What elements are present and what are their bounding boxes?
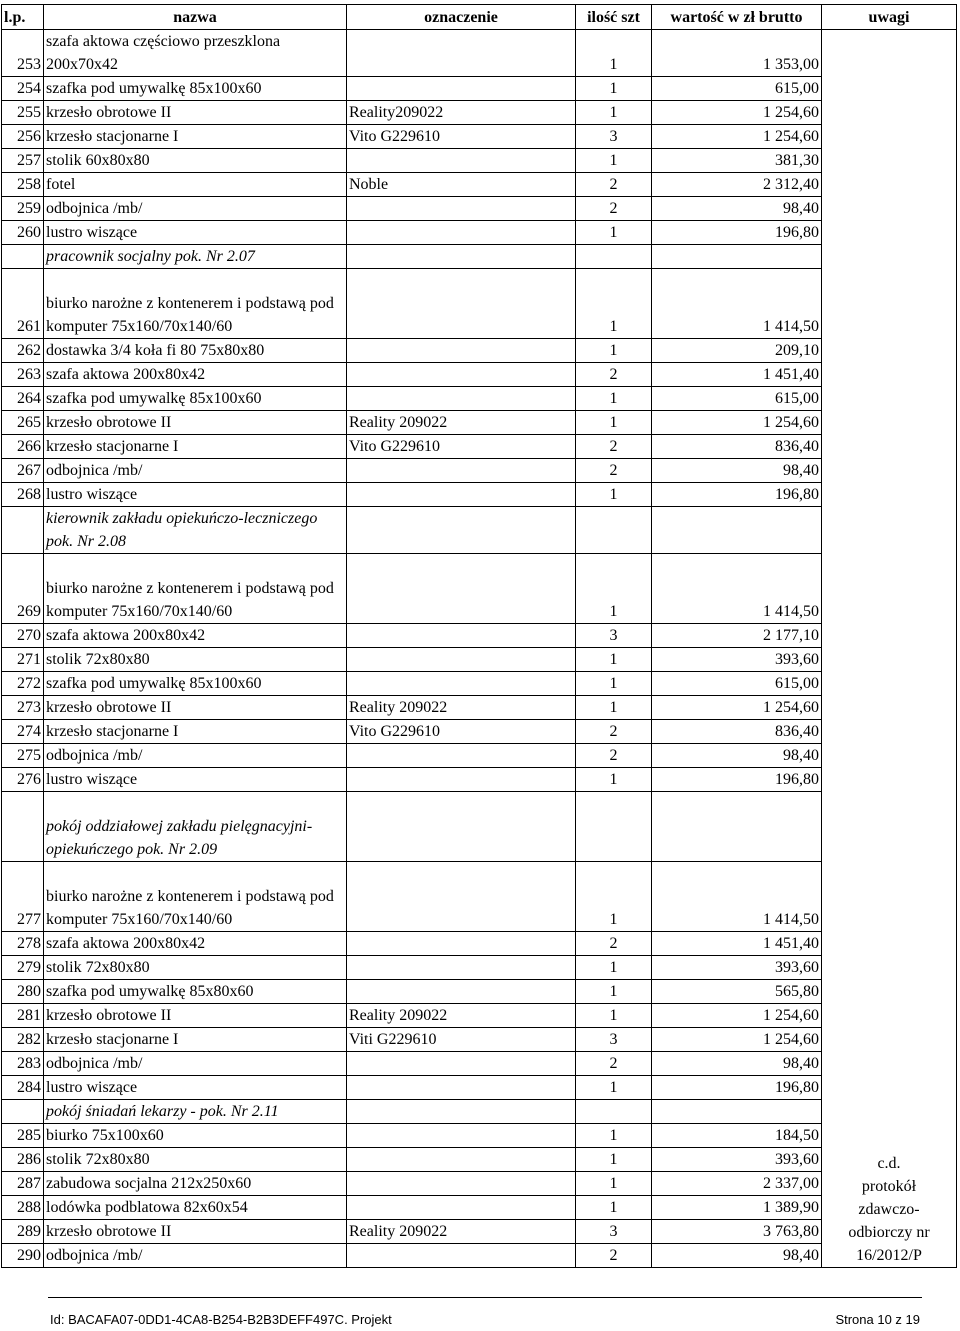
cell-qty: 2 [576, 1052, 652, 1076]
cell-value: 3 763,80 [652, 1220, 822, 1244]
table-row [2, 980, 957, 1004]
cell-qty: 1 [576, 269, 652, 339]
cell-qty: 1 [576, 411, 652, 435]
cell-value: 615,00 [652, 387, 822, 411]
cell-name: krzesło stacjonarne I [44, 1028, 347, 1052]
cell-name: lustro wiszące [44, 1076, 347, 1100]
table-row [2, 269, 957, 339]
cell-value: 393,60 [652, 1148, 822, 1172]
cell-lp [2, 245, 44, 269]
table-row [2, 483, 957, 507]
section-row [2, 1100, 957, 1124]
cell-designation [347, 507, 576, 554]
cell-designation [347, 363, 576, 387]
cell-lp: 279 [2, 956, 44, 980]
cell-lp [2, 1100, 44, 1124]
cell-name: krzesło stacjonarne I [44, 125, 347, 149]
cell-name: stolik 72x80x80 [44, 648, 347, 672]
table-row [2, 459, 957, 483]
cell-lp: 270 [2, 624, 44, 648]
cell-value: 98,40 [652, 1052, 822, 1076]
cell-value: 196,80 [652, 221, 822, 245]
table-row [2, 1172, 957, 1196]
cell-lp [2, 507, 44, 554]
cell-lp: 282 [2, 1028, 44, 1052]
cell-qty: 1 [576, 980, 652, 1004]
cell-qty [576, 245, 652, 269]
cell-name: stolik 72x80x80 [44, 1148, 347, 1172]
cell-name: lustro wiszące [44, 483, 347, 507]
cell-value: 1 414,50 [652, 269, 822, 339]
cell-value: 836,40 [652, 435, 822, 459]
cell-value: 98,40 [652, 1244, 822, 1268]
table-header [2, 5, 957, 30]
cell-value: 1 254,60 [652, 1028, 822, 1052]
table-row [2, 1124, 957, 1148]
cell-value: 393,60 [652, 648, 822, 672]
cell-lp: 277 [2, 862, 44, 932]
cell-value: 836,40 [652, 720, 822, 744]
cell-designation [347, 30, 576, 77]
cell-value: 1 254,60 [652, 696, 822, 720]
table-row [2, 30, 957, 77]
cell-lp: 264 [2, 387, 44, 411]
notes-cell [822, 30, 957, 1268]
table-row [2, 648, 957, 672]
table-row [2, 149, 957, 173]
table-row [2, 1076, 957, 1100]
cell-designation [347, 648, 576, 672]
cell-name: dostawka 3/4 koła fi 80 75x80x80 [44, 339, 347, 363]
cell-lp: 287 [2, 1172, 44, 1196]
cell-value: 184,50 [652, 1124, 822, 1148]
cell-value: 615,00 [652, 77, 822, 101]
cell-qty: 3 [576, 1220, 652, 1244]
section-title: pokój oddziałowej zakładu pielęgnacyjni-opiekuńczego pok. Nr 2.09 [44, 792, 347, 862]
table-row [2, 744, 957, 768]
cell-value: 1 414,50 [652, 554, 822, 624]
notes-line: c.d. [877, 1155, 901, 1172]
notes-line: zdawczo- [858, 1201, 920, 1218]
cell-designation [347, 1100, 576, 1124]
cell-name: szafka pod umywalkę 85x100x60 [44, 387, 347, 411]
cell-value: 381,30 [652, 149, 822, 173]
cell-name: odbojnica /mb/ [44, 1052, 347, 1076]
cell-value [652, 1100, 822, 1124]
cell-designation: Vito G229610 [347, 435, 576, 459]
cell-qty: 1 [576, 1124, 652, 1148]
cell-designation [347, 1124, 576, 1148]
footer-page-number: Strona 10 z 19 [835, 1312, 920, 1327]
cell-name: krzesło obrotowe II [44, 1220, 347, 1244]
cell-designation [347, 1196, 576, 1220]
cell-designation [347, 932, 576, 956]
table-row [2, 173, 957, 197]
notes-line: odbiorczy nr [848, 1224, 930, 1241]
cell-value: 1 254,60 [652, 101, 822, 125]
cell-name: szafa aktowa 200x80x42 [44, 932, 347, 956]
cell-value: 1 254,60 [652, 411, 822, 435]
cell-value: 196,80 [652, 483, 822, 507]
table-row [2, 101, 957, 125]
table-row [2, 720, 957, 744]
cell-lp: 260 [2, 221, 44, 245]
cell-name: szafa aktowa 200x80x42 [44, 624, 347, 648]
table-row [2, 363, 957, 387]
cell-value [652, 792, 822, 862]
cell-qty [576, 1100, 652, 1124]
cell-value: 1 451,40 [652, 932, 822, 956]
cell-designation [347, 1244, 576, 1268]
table-body [2, 30, 957, 1268]
cell-designation [347, 459, 576, 483]
cell-name: zabudowa socjalna 212x250x60 [44, 1172, 347, 1196]
cell-value: 615,00 [652, 672, 822, 696]
cell-value: 2 177,10 [652, 624, 822, 648]
cell-designation [347, 387, 576, 411]
cell-qty: 1 [576, 30, 652, 77]
cell-value: 1 254,60 [652, 1004, 822, 1028]
cell-value: 209,10 [652, 339, 822, 363]
table-row [2, 932, 957, 956]
cell-name: krzesło obrotowe II [44, 101, 347, 125]
cell-designation [347, 672, 576, 696]
cell-name: lustro wiszące [44, 221, 347, 245]
cell-lp: 254 [2, 77, 44, 101]
cell-lp: 253 [2, 30, 44, 77]
cell-value: 1 414,50 [652, 862, 822, 932]
header-notes: uwagi [822, 5, 957, 30]
cell-qty: 2 [576, 363, 652, 387]
cell-name: szafka pod umywalkę 85x80x60 [44, 980, 347, 1004]
cell-designation: Reality 209022 [347, 411, 576, 435]
cell-designation [347, 1172, 576, 1196]
cell-qty: 1 [576, 672, 652, 696]
cell-qty: 1 [576, 221, 652, 245]
cell-designation [347, 245, 576, 269]
cell-designation [347, 768, 576, 792]
cell-name: szafa aktowa częściowo przeszklona 200x70x42 [44, 30, 347, 77]
cell-qty: 1 [576, 77, 652, 101]
cell-value: 393,60 [652, 956, 822, 980]
cell-designation [347, 862, 576, 932]
page-footer [48, 1297, 922, 1327]
cell-qty: 3 [576, 1028, 652, 1052]
cell-designation: Reality 209022 [347, 1220, 576, 1244]
cell-qty: 1 [576, 554, 652, 624]
cell-value [652, 507, 822, 554]
cell-qty: 1 [576, 387, 652, 411]
cell-value: 565,80 [652, 980, 822, 1004]
cell-designation [347, 269, 576, 339]
cell-qty: 1 [576, 768, 652, 792]
cell-lp: 266 [2, 435, 44, 459]
cell-designation [347, 744, 576, 768]
cell-qty: 2 [576, 744, 652, 768]
cell-name: krzesło obrotowe II [44, 411, 347, 435]
cell-designation [347, 483, 576, 507]
cell-value: 1 353,00 [652, 30, 822, 77]
cell-qty: 2 [576, 435, 652, 459]
cell-name: krzesło stacjonarne I [44, 435, 347, 459]
cell-lp: 274 [2, 720, 44, 744]
cell-qty: 1 [576, 483, 652, 507]
cell-designation: Reality 209022 [347, 1004, 576, 1028]
table-row [2, 1220, 957, 1244]
table-row [2, 221, 957, 245]
cell-qty [576, 792, 652, 862]
table-row [2, 1148, 957, 1172]
cell-name: biurko 75x100x60 [44, 1124, 347, 1148]
cell-value: 98,40 [652, 197, 822, 221]
cell-value: 2 312,40 [652, 173, 822, 197]
cell-lp: 288 [2, 1196, 44, 1220]
cell-value: 98,40 [652, 459, 822, 483]
cell-qty: 1 [576, 339, 652, 363]
cell-qty: 2 [576, 932, 652, 956]
cell-qty [576, 507, 652, 554]
cell-qty: 2 [576, 1244, 652, 1268]
cell-qty: 3 [576, 125, 652, 149]
header-name: nazwa [44, 5, 347, 30]
cell-lp: 267 [2, 459, 44, 483]
cell-value: 2 337,00 [652, 1172, 822, 1196]
section-title: pracownik socjalny pok. Nr 2.07 [44, 245, 347, 269]
cell-designation [347, 221, 576, 245]
cell-lp: 278 [2, 932, 44, 956]
cell-qty: 2 [576, 197, 652, 221]
cell-lp: 265 [2, 411, 44, 435]
notes-line: protokół [861, 1178, 917, 1195]
table-row [2, 1028, 957, 1052]
cell-designation [347, 1148, 576, 1172]
cell-lp: 284 [2, 1076, 44, 1100]
cell-designation: Noble [347, 173, 576, 197]
cell-value: 1 254,60 [652, 125, 822, 149]
cell-name: lustro wiszące [44, 768, 347, 792]
cell-lp: 262 [2, 339, 44, 363]
cell-name: stolik 72x80x80 [44, 956, 347, 980]
cell-name: fotel [44, 173, 347, 197]
table-row [2, 624, 957, 648]
section-row [2, 507, 957, 554]
cell-name: biurko narożne z kontenerem i podstawą pod komputer 75x160/70x140/60 [44, 269, 347, 339]
cell-designation [347, 1076, 576, 1100]
cell-designation: Reality 209022 [347, 696, 576, 720]
cell-lp: 259 [2, 197, 44, 221]
table-row [2, 1244, 957, 1268]
cell-qty: 1 [576, 101, 652, 125]
cell-name: krzesło stacjonarne I [44, 720, 347, 744]
cell-lp: 257 [2, 149, 44, 173]
table-row [2, 554, 957, 624]
cell-lp: 263 [2, 363, 44, 387]
cell-name: krzesło obrotowe II [44, 696, 347, 720]
cell-designation [347, 554, 576, 624]
cell-name: szafka pod umywalkę 85x100x60 [44, 77, 347, 101]
cell-designation: Viti G229610 [347, 1028, 576, 1052]
cell-value: 1 451,40 [652, 363, 822, 387]
cell-qty: 3 [576, 624, 652, 648]
cell-name: odbojnica /mb/ [44, 459, 347, 483]
table-row [2, 956, 957, 980]
cell-lp: 276 [2, 768, 44, 792]
cell-value [652, 245, 822, 269]
section-row [2, 792, 957, 862]
cell-designation [347, 956, 576, 980]
cell-qty: 2 [576, 459, 652, 483]
cell-lp: 289 [2, 1220, 44, 1244]
cell-designation [347, 149, 576, 173]
cell-lp: 256 [2, 125, 44, 149]
cell-designation [347, 1052, 576, 1076]
cell-lp: 268 [2, 483, 44, 507]
cell-lp: 261 [2, 269, 44, 339]
cell-designation [347, 339, 576, 363]
cell-name: stolik 60x80x80 [44, 149, 347, 173]
section-row [2, 245, 957, 269]
cell-qty: 1 [576, 1076, 652, 1100]
table-row [2, 672, 957, 696]
table-row [2, 1004, 957, 1028]
cell-lp: 271 [2, 648, 44, 672]
table-row [2, 387, 957, 411]
cell-designation [347, 624, 576, 648]
section-title: pokój śniadań lekarzy - pok. Nr 2.11 [44, 1100, 347, 1124]
cell-name: biurko narożne z kontenerem i podstawą pod komputer 75x160/70x140/60 [44, 554, 347, 624]
cell-designation: Vito G229610 [347, 720, 576, 744]
cell-designation [347, 792, 576, 862]
cell-lp: 290 [2, 1244, 44, 1268]
cell-value: 196,80 [652, 768, 822, 792]
cell-qty: 1 [576, 1148, 652, 1172]
cell-qty: 1 [576, 862, 652, 932]
header-lp: l.p. [2, 5, 44, 30]
section-title: kierownik zakładu opiekuńczo-leczniczego pok. Nr 2.08 [44, 507, 347, 554]
cell-lp: 255 [2, 101, 44, 125]
cell-name: biurko narożne z kontenerem i podstawą pod komputer 75x160/70x140/60 [44, 862, 347, 932]
cell-qty: 1 [576, 149, 652, 173]
table-row [2, 125, 957, 149]
cell-value: 1 389,90 [652, 1196, 822, 1220]
cell-designation: Vito G229610 [347, 125, 576, 149]
cell-lp [2, 792, 44, 862]
cell-name: szafa aktowa 200x80x42 [44, 363, 347, 387]
cell-lp: 272 [2, 672, 44, 696]
cell-designation [347, 980, 576, 1004]
cell-designation: Reality209022 [347, 101, 576, 125]
cell-lp: 286 [2, 1148, 44, 1172]
table-row [2, 1052, 957, 1076]
cell-designation [347, 77, 576, 101]
cell-lp: 285 [2, 1124, 44, 1148]
cell-name: lodówka podblatowa 82x60x54 [44, 1196, 347, 1220]
cell-qty: 1 [576, 1196, 652, 1220]
table-row [2, 411, 957, 435]
cell-qty: 1 [576, 1172, 652, 1196]
table-row [2, 696, 957, 720]
cell-name: szafka pod umywalkę 85x100x60 [44, 672, 347, 696]
table-row [2, 435, 957, 459]
cell-value: 196,80 [652, 1076, 822, 1100]
cell-value: 98,40 [652, 744, 822, 768]
cell-lp: 283 [2, 1052, 44, 1076]
table-row [2, 197, 957, 221]
cell-lp: 275 [2, 744, 44, 768]
table-row [2, 339, 957, 363]
cell-designation [347, 197, 576, 221]
header-qty: ilość szt [576, 5, 652, 30]
cell-qty: 2 [576, 720, 652, 744]
notes-line: 16/2012/P [856, 1247, 922, 1264]
cell-name: odbojnica /mb/ [44, 197, 347, 221]
cell-name: odbojnica /mb/ [44, 744, 347, 768]
cell-lp: 269 [2, 554, 44, 624]
footer-document-id: Id: BACAFA07-0DD1-4CA8-B254-B2B3DEFF497C. Projekt [50, 1312, 392, 1327]
cell-name: krzesło obrotowe II [44, 1004, 347, 1028]
table-row [2, 768, 957, 792]
cell-name: odbojnica /mb/ [44, 1244, 347, 1268]
cell-lp: 281 [2, 1004, 44, 1028]
cell-lp: 258 [2, 173, 44, 197]
header-value: wartość w zł brutto [652, 5, 822, 30]
table-row [2, 1196, 957, 1220]
inventory-table [1, 4, 957, 1268]
cell-lp: 280 [2, 980, 44, 1004]
header-designation: oznaczenie [347, 5, 576, 30]
cell-lp: 273 [2, 696, 44, 720]
cell-qty: 1 [576, 696, 652, 720]
cell-qty: 2 [576, 173, 652, 197]
cell-qty: 1 [576, 648, 652, 672]
cell-qty: 1 [576, 1004, 652, 1028]
cell-qty: 1 [576, 956, 652, 980]
table-row [2, 862, 957, 932]
table-row [2, 77, 957, 101]
